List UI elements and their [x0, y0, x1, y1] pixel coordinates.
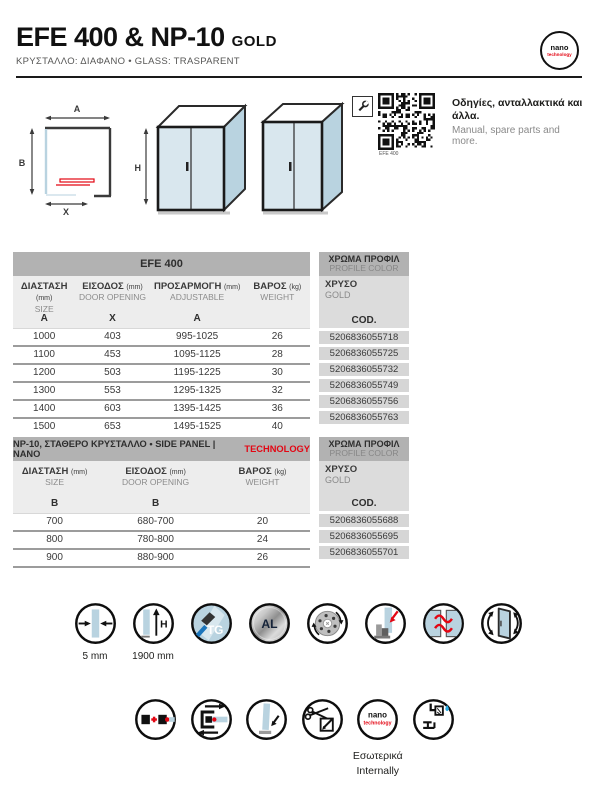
cell-size: 1300 [33, 385, 56, 396]
nano-logo-text: nano [550, 42, 569, 52]
table-row [13, 513, 310, 530]
color-name-gr: ΧΡΥΣΟ [325, 279, 358, 290]
color-name-gr: ΧΡΥΣΟ [325, 464, 358, 475]
bearing-wheels-icon [305, 601, 350, 646]
efe400-table [13, 252, 409, 435]
cell-opening: 453 [104, 349, 121, 360]
color-name-en: GOLD [325, 475, 351, 486]
manual-info [452, 97, 587, 147]
height-letter: H [159, 619, 167, 631]
cell-opening: 680-700 [137, 516, 174, 527]
cell-weight: 26 [271, 331, 283, 342]
cell-size: 1200 [33, 367, 56, 378]
col-weight: ΒΑΡΟΣ (kg) WEIGHT [253, 281, 302, 303]
cell-opening: 503 [104, 367, 121, 378]
isometric-view-2 [263, 104, 342, 213]
feature-icons-row-1 [66, 601, 530, 662]
table-row [13, 530, 310, 548]
np10-table [13, 437, 409, 568]
table2-profile-color [319, 437, 409, 568]
technical-diagrams [14, 92, 346, 232]
cell-size: 1500 [33, 421, 56, 432]
cell-adjustable: 995-1025 [175, 331, 219, 342]
cell-adjustable: 1295-1325 [173, 385, 222, 396]
table-row [13, 381, 310, 399]
cell-opening: 880-900 [137, 552, 174, 563]
cell-size: 800 [46, 534, 63, 545]
cod-label: COD. [351, 498, 377, 509]
height-label: 1900 mm [132, 651, 174, 662]
dim-label-h: H [134, 163, 141, 173]
tg-label: TG [206, 623, 223, 637]
dim-label-b: B [18, 158, 26, 168]
cut-to-size-icon [300, 697, 345, 742]
cell-weight: 32 [271, 385, 283, 396]
col-door-opening: ΕΙΣΟΔΟΣ (mm) DOOR OPENING [78, 281, 147, 303]
cell-adjustable: 1395-1425 [173, 403, 222, 414]
table-row [13, 363, 310, 381]
table-row [13, 548, 310, 566]
wall-profile-adjustment-icon [363, 601, 408, 646]
col-door-opening: ΕΙΣΟΔΟΣ (mm) DOOR OPENING [122, 466, 190, 488]
cell-weight: 40 [271, 421, 283, 432]
glass-subtitle: ΚΡΥΣΤΑΛΛΟ: ΔΙΑΦΑΝΟ • GLASS: TRASPARENT [16, 56, 240, 67]
door-handle [186, 162, 189, 171]
qr-caption: EFE 400 [379, 151, 399, 157]
door-handle [289, 162, 292, 171]
tools-icon-box [352, 96, 373, 117]
table-row [13, 328, 310, 345]
al-label: AL [260, 617, 278, 632]
cell-size: 1000 [33, 331, 56, 342]
internally-label: Εσωτερικά Internally [352, 750, 403, 778]
cell-opening: 553 [104, 385, 121, 396]
cell-size: 700 [46, 516, 63, 527]
code-cell: 5206836055756 [319, 392, 409, 408]
code-cell: 5206836055718 [319, 328, 409, 344]
aluminum-icon [247, 601, 292, 646]
cell-adjustable: 1495-1525 [173, 421, 222, 432]
table1-title: EFE 400 [13, 252, 310, 276]
page-title: EFE 400 & NP-10 [16, 22, 225, 52]
manual-text-greek: Οδηγίες, ανταλλακτικά και άλλα. [452, 97, 583, 123]
page-title-suffix: GOLD [231, 33, 277, 50]
glass-thickness-icon [73, 601, 118, 646]
header [16, 22, 277, 67]
easy-clean-shower-icon [411, 697, 456, 742]
code-cell: 5206836055695 [319, 527, 409, 543]
tempered-glass-icon [189, 601, 234, 646]
nano-icon-subtext: technology [363, 720, 392, 727]
table1-rows [13, 328, 310, 435]
nano-technology-logo [540, 31, 579, 70]
cell-adjustable: 1095-1125 [173, 349, 221, 360]
col-size: ΔΙΑΣΤΑΣΗ (mm) SIZE [21, 466, 88, 488]
cell-size: 900 [46, 552, 63, 563]
col-adjustable: ΠΡΟΣΑΡΜΟΓΗ (mm) ADJUSTABLE [153, 281, 241, 303]
fixed-panel-icon [244, 697, 289, 742]
top-view-diagram [19, 104, 111, 217]
water-sealing-icon [421, 601, 466, 646]
table-row [13, 417, 310, 435]
cell-opening: 780-800 [137, 534, 174, 545]
qr-code [378, 93, 435, 150]
code-cell: 5206836055749 [319, 376, 409, 392]
cell-weight: 28 [271, 349, 283, 360]
table2-title: NP-10, ΣΤΑΘΕΡΟ ΚΡΥΣΤΑΛΛΟ • SIDE PANEL | NANO TECHNOLOGY [13, 439, 310, 459]
height-icon [131, 601, 176, 646]
dim-label-x: X [62, 207, 70, 217]
reversible-door-icon [479, 601, 524, 646]
magnetic-closure-icon [133, 697, 178, 742]
table2-column-headers [13, 461, 310, 495]
cod-label: COD. [351, 315, 377, 326]
header-divider [16, 76, 582, 78]
manual-text-english: Manual, spare parts and more. [452, 125, 560, 148]
cell-adjustable: 1195-1225 [173, 367, 221, 378]
cell-opening: 603 [104, 403, 121, 414]
cell-opening: 653 [104, 421, 121, 432]
code-cell: 5206836055732 [319, 360, 409, 376]
profile-color-label-en: PROFILE COLOR [329, 263, 399, 274]
profile-color-label-en: PROFILE COLOR [329, 448, 399, 459]
cell-size: 1400 [33, 403, 56, 414]
cell-weight: 24 [256, 534, 269, 545]
cell-weight: 30 [271, 367, 283, 378]
nano-logo-subtext: technology [547, 51, 572, 57]
feature-icons-row-2 [128, 697, 461, 779]
profile-color-label-gr: ΧΡΩΜΑ ΠΡΟΦΙΛ [328, 438, 400, 449]
color-name-en: GOLD [325, 290, 351, 301]
code-cell: 5206836055701 [319, 543, 409, 559]
code-cell: 5206836055763 [319, 408, 409, 424]
profile-color-label-gr: ΧΡΩΜΑ ΠΡΟΦΙΛ [328, 253, 400, 264]
nano-icon-text: nano [368, 710, 388, 720]
table1-profile-color [319, 252, 409, 435]
glass-thickness-label: 5 mm [82, 651, 108, 662]
table1-column-headers [13, 276, 310, 314]
col-weight: ΒΑΡΟΣ (kg) WEIGHT [238, 466, 287, 488]
wrench-icon [355, 99, 370, 114]
sliding-door-marker [60, 179, 94, 182]
table1-dimension-letters: A X A [13, 310, 310, 328]
col-size: ΔΙΑΣΤΑΣΗ (mm) SIZE [20, 281, 68, 314]
table2-rows [13, 513, 310, 568]
cell-weight: 26 [256, 552, 269, 563]
isometric-view-1 [135, 106, 246, 213]
table-row [13, 399, 310, 417]
table2-dimension-letters: B B [13, 495, 310, 513]
code-cell: 5206836055688 [319, 511, 409, 527]
cell-weight: 36 [271, 403, 283, 414]
cell-size: 1100 [33, 349, 55, 360]
nano-technology-icon [355, 697, 400, 742]
cell-weight: 20 [256, 516, 269, 527]
dim-label-a: A [73, 104, 81, 114]
code-cell: 5206836055725 [319, 344, 409, 360]
cell-opening: 403 [104, 331, 121, 342]
table-row [13, 345, 310, 363]
sliding-mechanism-icon [189, 697, 234, 742]
